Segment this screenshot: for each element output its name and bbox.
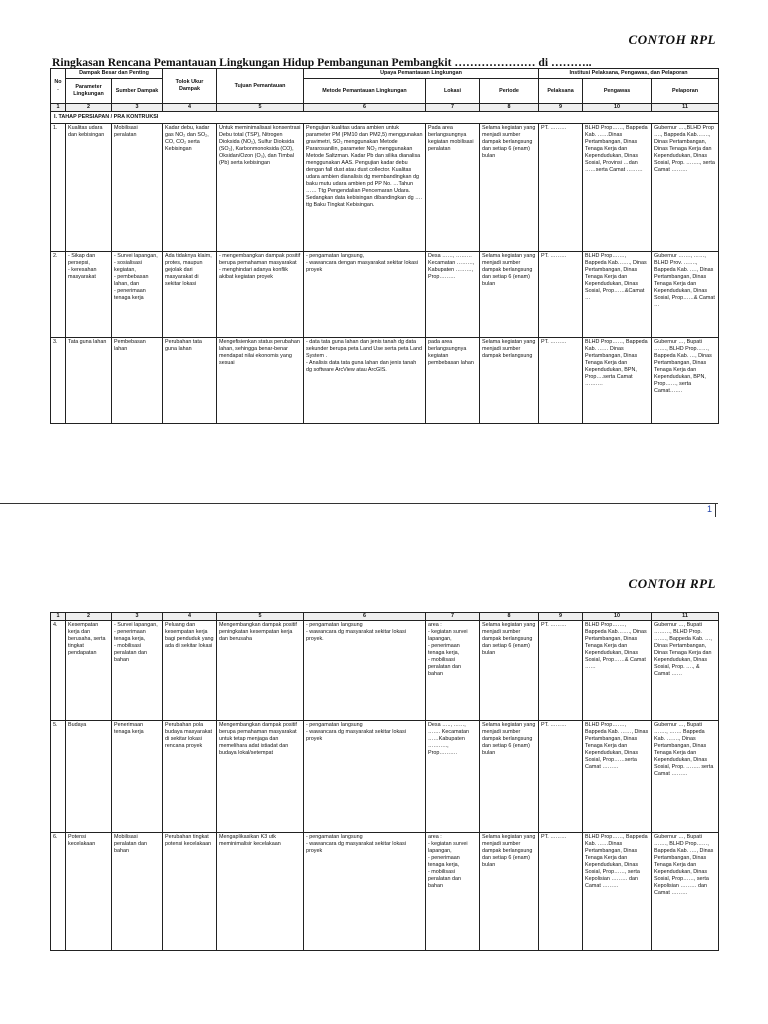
cell-lokasi: Pada area berlangsungnya kegiatan mobilisasi peralatan <box>426 124 480 252</box>
col-number: 4 <box>163 613 217 621</box>
col-number: 2 <box>66 104 112 112</box>
cell-metode: - pengamatan langsung - wawancara dg masyarakat sekitar lokasi proyek. <box>304 621 426 721</box>
cell-pelaporan: Gubernur …, Bupati ……., BLHD Prop……, Bappeda Kab. …., Dinas Pertambangan, Dinas Tenaga Kerja dan Kependudukan, Dinas Sosial, Prop……, serta Kepolisian ……… dan Camat ……… <box>652 833 719 951</box>
table-row <box>51 124 719 252</box>
cell-sumber: - Survei lapangan, - penerimaan tenaga kerja, - mobilisasi peralatan dan bahan <box>112 621 163 721</box>
cell-tujuan: Mengembangkan dampak positif peningkatan kesempatan kerja dan berusaha <box>217 621 304 721</box>
rpl-table-page-1 <box>50 68 719 424</box>
cell-tujuan: Mengaplikasikan K3 utk meminimalisir kecelakaan <box>217 833 304 951</box>
cell-pelaksana: PT. ……… <box>539 338 583 424</box>
cell-no: 4. <box>51 621 66 721</box>
cell-pelaporan: Gubernur ….,BLHD Prop …., Bappeda Kab……., Dinas Pertambangan, Dinas Tenaga Kerja dan Kependudukan, Dinas Sosial, Prop. …….., serta Camat ……… <box>652 124 719 252</box>
table-row <box>51 621 719 721</box>
cell-pelaporan: Gubernur ……., ……, BLHD Prov. ……., Bappeda Kab. …., Dinas Pertambangan, Dinas Tenaga Kerja dan Kependudukan, Dinas Sosial, Prop……& Camat … <box>652 252 719 338</box>
cell-parameter: Budaya <box>66 721 112 833</box>
cell-lokasi: area : - kegiatan survei lapangan, - penerimaan tenaga kerja, - mobilisasi peralatan dan bahan <box>426 833 480 951</box>
cell-metode: Pengujian kualitas udara ambien untuk parameter PM (PM10 dan PM2,5) menggunakan gravimetri, SO₂ menggunakan Metode Pararosanilin, parameter NO₂ menggunakan Metode Saltzman. Kadar Pb dan silika dianalisa menggunakan AAS. Pengujian kadar debu dengan fall dust atau dust collector. Kualitas udara ambien dianalisis dg membandingkan dg baku mutu udara ambien pd PP No. …Tahun …… Ttg Pengendalian Pencemaran Udara. Sedangkan data kebisingan dibandingkan dg …. ttg Baku Tingkat Kebisingan. <box>304 124 426 252</box>
cell-no: 1. <box>51 124 66 252</box>
cell-sumber: - Survei lapangan, - sosialisasi kegiatan, - pembebasan lahan, dan - penerimaan tenaga kerja <box>112 252 163 338</box>
cell-pengawas: BLHD Prop……, Bappeda Kab. ……Dinas Pertambangan, Dinas Tenaga Kerja dan Kependudukan, Dinas Sosial, Provinsi …dan ……serta Camat ……… <box>583 124 652 252</box>
header-tolok-ukur: Tolok Ukur Dampak <box>163 69 217 104</box>
table-row <box>51 833 719 951</box>
cell-periode: Selama kegiatan yang menjadi sumber dampak berlangsung dan setiap 6 (enam) bulan <box>480 833 539 951</box>
col-number: 7 <box>426 104 480 112</box>
cell-lokasi: pada area berlangsungnya kegiatan pembebasan lahan <box>426 338 480 424</box>
cell-pelaksana: PT. ……… <box>539 721 583 833</box>
col-number: 6 <box>304 104 426 112</box>
col-number: 9 <box>539 613 583 621</box>
header-pengawas: Pengawas <box>583 79 652 104</box>
cell-tolok: Perubahan tingkat potensi kecelakaan <box>163 833 217 951</box>
cell-no: 6. <box>51 833 66 951</box>
cell-pelaksana: PT. ……… <box>539 833 583 951</box>
cell-sumber: Mobilisasi peralatan dan bahan <box>112 833 163 951</box>
cell-parameter: Kesempatan kerja dan berusaha, serta tingkat pendapatan <box>66 621 112 721</box>
cell-periode: Selama kegiatan yang menjadi sumber dampak berlangsung dan setiap 6 (enam) bulan <box>480 721 539 833</box>
cell-pelaksana: PT. ……… <box>539 252 583 338</box>
rpl-table-page-2 <box>50 612 719 951</box>
cell-metode: - pengamatan langsung, - wawancara dengan masyarakat sekitar lokasi proyek <box>304 252 426 338</box>
header-no: No . <box>51 69 66 104</box>
header-pelaksana: Pelaksana <box>539 79 583 104</box>
cell-lokasi: area : - kegiatan survei lapangan, - penerimaan tenaga kerja, - mobilisasi peralatan dan bahan <box>426 621 480 721</box>
header-group-upaya: Upaya Pemantauan Lingkungan <box>304 69 539 79</box>
cell-pelaporan: Gubernur …, Bupati ……., BLHD Prop……, Bappeda Kab. …, Dinas Pertambangan, Dinas Tenaga Kerja dan Kependudukan, BPN, Prop……, serta Camat……. <box>652 338 719 424</box>
cell-periode: Selama kegiatan yang menjadi sumber dampak berlangsung <box>480 338 539 424</box>
col-number: 10 <box>583 613 652 621</box>
cell-parameter: Tata guna lahan <box>66 338 112 424</box>
header-group-institusi: Institusi Pelaksana, Pengawas, dan Pelaporan <box>539 69 719 79</box>
cell-periode: Selama kegiatan yang menjadi sumber dampak berlangsung dan setiap 6 (enam) bulan <box>480 252 539 338</box>
cell-lokasi: Desa ….., ……, ……. Kecamatan ……Kabupaten ……….., Prop………. <box>426 721 480 833</box>
header-parameter: Parameter Lingkungan <box>66 79 112 104</box>
cell-tolok: Ada tidaknya klaim, protes, maupun gejolak dari masyarakat di sekitar lokasi <box>163 252 217 338</box>
cell-tujuan: Mengefisienkan status perubahan lahan, sehingga benar-benar mendapat nilai ekonomis yang sesuai <box>217 338 304 424</box>
cell-metode: - data tata guna lahan dan jenis tanah dg data sekunder berupa peta Land Use serta peta Land System . - Analisis data tata guna lahan dan jenis tanah dg software ArcView atau ArcGIS. <box>304 338 426 424</box>
col-number: 5 <box>217 613 304 621</box>
cell-tolok: Peluang dan kesempatan kerja bagi penduduk yang ada di sekitar lokasi <box>163 621 217 721</box>
document-title: Ringkasan Rencana Pemantauan Lingkungan Hidup Pembangunan Pembangkit ………………… di ……….. <box>52 56 592 69</box>
col-number: 6 <box>304 613 426 621</box>
page-number: 1 <box>707 504 713 514</box>
cell-pengawas: BLHD Prop……, Bappeda Kab. ……Dinas Pertambangan, Dinas Tenaga Kerja dan Kependudukan, Dinas Sosial, Prop……, serta Kepolisian ……… dan Camat ……… <box>583 833 652 951</box>
cell-parameter: Kualitas udara dan kebisingan <box>66 124 112 252</box>
contoh-label: CONTOH RPL <box>628 576 716 591</box>
cell-tujuan: Mengembangkan dampak positif berupa pemahaman masyarakat untuk tetap menjaga dan memelihara adat istiadat dan budaya lokal/setempat <box>217 721 304 833</box>
table-row <box>51 338 719 424</box>
cell-sumber: Penerimaan tenaga kerja <box>112 721 163 833</box>
col-number: 3 <box>112 613 163 621</box>
cell-metode: - pengamatan langsung - wawancara dg masyarakat sekitar lokasi proyek <box>304 833 426 951</box>
cell-tujuan: Untuk meminimalisasi konsentrasi Debu total (TSP), Nitrogen Dioksida (NO₂), Sulfur Dioksida (SO₂), Karbonmonoksida (CO), Oksidan/Ozon (O₃), dan Timbal (Pb) serta kebisingan <box>217 124 304 252</box>
col-number: 1 <box>51 613 66 621</box>
col-number: 1 <box>51 104 66 112</box>
cell-no: 5. <box>51 721 66 833</box>
cell-pelaporan: Gubernur …, Bupati ……., ……. Bappeda Kab. ……., Dinas Pertambangan, Dinas Tenaga Kerja dan Kependudukan, Dinas Sosial, Prop. …….. serta Camat ……… <box>652 721 719 833</box>
header-group-dampak: Dampak Besar dan Penting <box>66 69 163 79</box>
cell-lokasi: Desa ……, ……… Kecamatan ………, Kabupaten ………, Prop……… <box>426 252 480 338</box>
page-edge-marker <box>715 503 716 517</box>
cell-sumber: Mobilisasi peralatan <box>112 124 163 252</box>
header-metode: Metode Pemantauan Lingkungan <box>304 79 426 104</box>
col-number: 8 <box>480 613 539 621</box>
contoh-label: CONTOH RPL <box>628 32 716 47</box>
cell-metode: - pengamatan langsung - wawancara dg masyarakat sekitar lokasi proyek <box>304 721 426 833</box>
cell-pengawas: BLHD Prop……., Bappeda Kab……., Dinas Pertambangan, Dinas Tenaga Kerja dan Kependudukan, Dinas Sosial, Prop……&Camat … <box>583 252 652 338</box>
cell-no: 3. <box>51 338 66 424</box>
cell-pengawas: BLHD Prop……, Bappeda Kab. …… Dinas Pertambangan, Dinas Tenaga Kerja dan Kependudukan, BPN, Prop….serta Camat ………. <box>583 338 652 424</box>
section-heading: I. TAHAP PERSIAPAN / PRA KONTRUKSI <box>51 112 719 124</box>
cell-tolok: Perubahan tata guna lahan <box>163 338 217 424</box>
col-number: 11 <box>652 613 719 621</box>
table-row <box>51 252 719 338</box>
cell-pelaksana: PT. ……… <box>539 124 583 252</box>
header-periode: Periode <box>480 79 539 104</box>
cell-tolok: Perubahan pola budaya masyarakat di sekitar lokasi rencana proyek <box>163 721 217 833</box>
col-number: 5 <box>217 104 304 112</box>
cell-parameter: Potensi kecelakaan <box>66 833 112 951</box>
cell-sumber: Pembebasan lahan <box>112 338 163 424</box>
col-number: 10 <box>583 104 652 112</box>
col-number: 4 <box>163 104 217 112</box>
col-number: 3 <box>112 104 163 112</box>
header-lokasi: Lokasi <box>426 79 480 104</box>
page-separator <box>0 503 718 504</box>
cell-no: 2. <box>51 252 66 338</box>
cell-tujuan: - mengembangkan dampak positif berupa pemahaman masyarakat - menghindari adanya konflik akibat kegiatan proyek <box>217 252 304 338</box>
col-number: 9 <box>539 104 583 112</box>
table-row <box>51 721 719 833</box>
col-number: 8 <box>480 104 539 112</box>
header-sumber: Sumber Dampak <box>112 79 163 104</box>
header-pelaporan: Pelaporan <box>652 79 719 104</box>
col-number: 7 <box>426 613 480 621</box>
cell-tolok: Kadar debu, kadar gas NO₂ dan SO₂, CO, CO₂ serta Kebisingan <box>163 124 217 252</box>
cell-periode: Selama kegiatan yang menjadi sumber dampak berlangsung dan setiap 6 (enam) bulan <box>480 124 539 252</box>
col-number: 11 <box>652 104 719 112</box>
cell-periode: Selama kegiatan yang menjadi sumber dampak berlangsung dan setiap 6 (enam) bulan <box>480 621 539 721</box>
cell-pengawas: BLHD Prop……., Bappeda Kab……., Dinas Pertambangan, Dinas Tenaga Kerja dan Kependudukan, Dinas Sosial, Prop……& Camat …… <box>583 621 652 721</box>
cell-parameter: - Sikap dan persepsi, - keresahan masyarakat <box>66 252 112 338</box>
cell-pengawas: BLHD Prop……., Bappeda Kab. ……, Dinas Pertambangan, Dinas Tenaga Kerja dan Kependudukan, Dinas Sosial, Prop……serta Camat ……… <box>583 721 652 833</box>
col-number: 2 <box>66 613 112 621</box>
header-tujuan: Tujuan Pemantauan <box>217 69 304 104</box>
cell-pelaporan: Gubernur …, Bupati ………, BLHD Prop. ……., Bappeda Kab. …, Dinas Pertambangan, Dinas Tenaga Kerja dan Kependudukan, Dinas Sosial, Prop. …., & Camat …… <box>652 621 719 721</box>
cell-pelaksana: PT. ……… <box>539 621 583 721</box>
